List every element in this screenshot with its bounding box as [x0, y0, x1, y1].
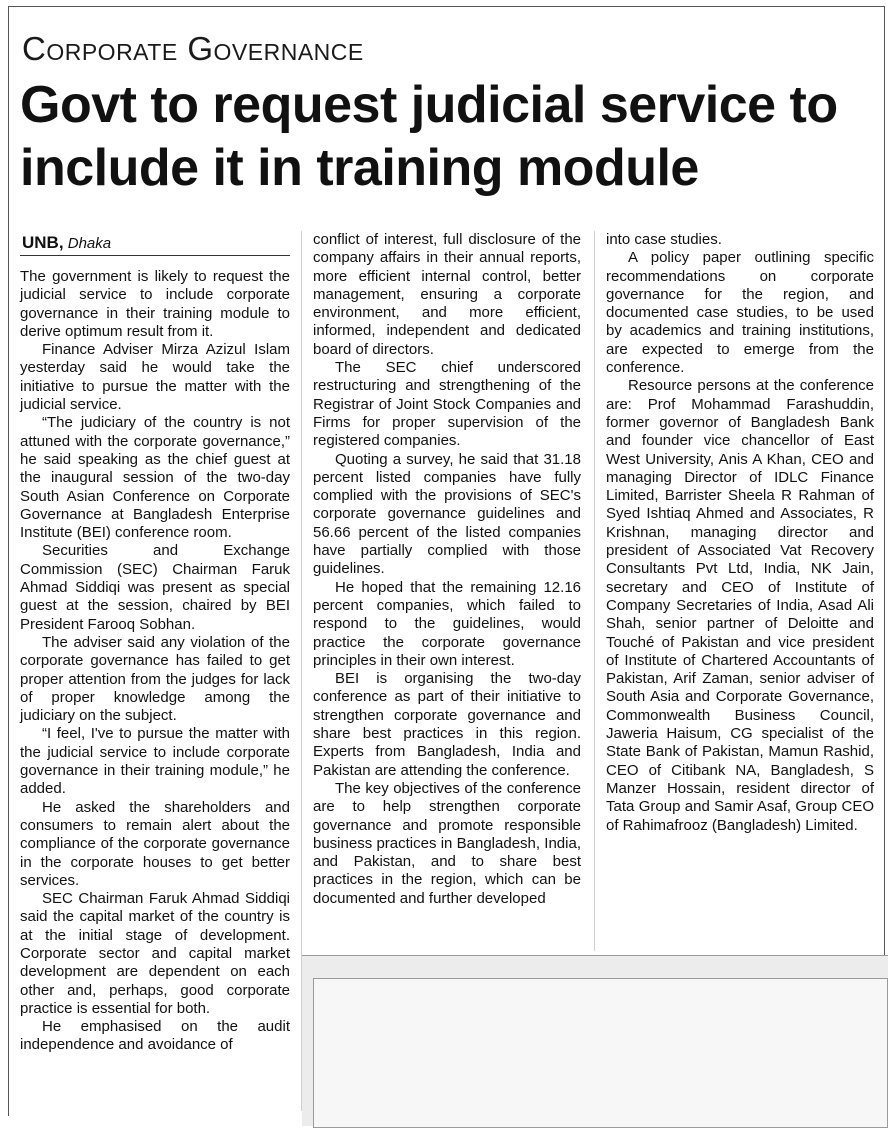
article-paragraph: into case studies.	[606, 231, 722, 248]
article-paragraph: The SEC chief underscored restructuring and strengthening of the Registrar of Joint Stock Companies and Firms for proper supervision of the registered companies.	[313, 359, 581, 450]
byline-agency: UNB,	[22, 233, 64, 252]
adjacent-content-box	[313, 978, 888, 1128]
byline	[22, 233, 111, 253]
article-paragraph: The adviser said any violation of the corporate governance has failed to get proper attention from the judges for lack of proper knowledge among the judiciary on the subject.	[20, 633, 290, 725]
section-kicker: Corporate Governance	[22, 30, 364, 67]
article-paragraph: The government is likely to request the judicial service to include corporate governance in their training module to derive optimum result from it.	[20, 268, 290, 340]
article-paragraph: The key objectives of the conference are to help strengthen corporate governance and promote responsible business practices in Bangladesh, India, and Pakistan, and to share best practices in the region, which can be documented and further developed	[313, 779, 581, 907]
article-paragraph: A policy paper outlining specific recommendations on corporate governance for the region, and documented case studies, to be used by academics and training institutions, are expected to emerge from the conference.	[606, 249, 874, 377]
article-paragraph: He hoped that the remaining 12.16 percent companies, which failed to respond to the guidelines, would practice the corporate governance principles in their own interest.	[313, 578, 581, 669]
article-paragraph: “I feel, I've to pursue the matter with the judicial service to include corporate governance in their training module,” he added.	[20, 725, 290, 798]
article-paragraph: Resource persons at the conference are: Prof Mohammad Farashuddin, former governor of Bangladesh Bank and founder vice chancellor of East West University, Anis A Khan, CEO and managing Director of IDLC Finance Limited, Barrister Sheela R Rahman of Syed Ishtiaq Ahmed and Associates, R Krishnan, managing director and president of Associated Vat Recovery Consultants Pvt Ltd, India, NK Jain, secretary and CEO of Institute of Company Secretaries of India, Asad Ali Shah, senior partner of Deloitte and Touché of Pakistan and vice president of Institute of Chartered Accountants of Pakistan, Arif Zaman, senior adviser of South Asia and Corporate Governance, Commonwealth Business Council, Jaweria Haisum, CG specialist of the State Bank of Pakistan, Mamun Rashid, CEO of Citibank NA, Bangladesh, S Manzer Hossain, resident director of Tata Group and Samir Asaf, Group CEO of Rahimafrooz (Bangladesh) Limited.	[606, 377, 874, 834]
column-divider	[594, 231, 595, 951]
article-paragraph: Finance Adviser Mirza Azizul Islam yesterday said he would take the initiative to pursue the matter with the judicial service.	[20, 341, 290, 414]
article-paragraph: SEC Chairman Faruk Ahmad Siddiqi said the capital market of the country is at the initial stage of development. Corporate sector and capital market development are dependent on each other and, perhaps, good corporate practice is essential for both.	[20, 890, 290, 1017]
article-paragraph: Quoting a survey, he said that 31.18 percent listed companies have fully complied with the provisions of SEC's corporate governance guidelines and 56.66 percent of the listed companies have partially complied with those guidelines.	[313, 450, 581, 578]
article-paragraph: He asked the shareholders and consumers to remain alert about the compliance of the corporate governance in the corporate houses to get better services.	[20, 798, 290, 889]
article-column-3	[606, 231, 874, 835]
article-column-1	[20, 268, 290, 1055]
article-paragraph: BEI is organising the two-day conference as part of their initiative to strengthen corporate governance and share best practices in this region. Experts from Bangladesh, India and Pakistan are attending the conference.	[313, 670, 581, 779]
byline-city: Dhaka	[67, 235, 112, 252]
article-paragraph: He emphasised on the audit independence and avoidance of	[20, 1018, 290, 1054]
byline-divider	[20, 255, 290, 256]
article-headline: Govt to request judicial service to include it in training module	[20, 76, 838, 197]
article-paragraph: conflict of interest, full disclosure of the company affairs in their annual reports, more efficient internal control, better management, ensuring a corporate environment, and more efficient, informed, independent and dedicated board of directors.	[313, 231, 581, 358]
article-paragraph: “The judiciary of the country is not attuned with the corporate governance,” he said speaking as the chief guest at the inaugural session of the two-day South Asian Conference on Corporate Governance at Bangladesh Enterprise Institute (BEI) conference room.	[20, 414, 290, 542]
article-column-2	[313, 231, 581, 908]
article-paragraph: Securities and Exchange Commission (SEC) Chairman Faruk Ahmad Siddiqi was present as special guest at the session, chaired by BEI President Farooq Sobhan.	[20, 542, 290, 633]
